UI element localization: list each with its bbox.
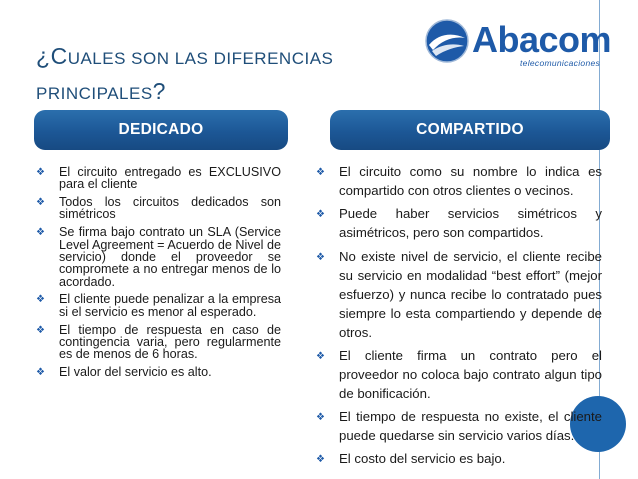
logo-subtitle: telecomunicaciones	[520, 58, 601, 68]
list-item	[316, 204, 602, 242]
list-item-text: Todos los circuitos dedicados son simétricos	[59, 195, 281, 222]
fleuron-bullet-icon: ❖	[36, 227, 45, 239]
list-item-text: El tiempo de respuesta no existe, el cliente puede quedarse sin servicio varios días.	[339, 409, 602, 444]
compartido-list	[316, 162, 602, 473]
list-item	[36, 293, 281, 318]
fleuron-bullet-icon: ❖	[36, 324, 45, 336]
abacom-logo	[424, 18, 614, 68]
fleuron-bullet-icon: ❖	[316, 167, 325, 178]
list-item	[36, 166, 281, 191]
fleuron-bullet-icon: ❖	[316, 209, 325, 221]
slide-title	[36, 40, 416, 110]
list-item	[36, 226, 281, 287]
dedicado-list	[36, 166, 281, 384]
title-line-1: UALES SON LAS DIFERENCIAS	[67, 49, 334, 68]
list-item	[316, 407, 602, 445]
list-item	[36, 324, 281, 361]
title-capital: C	[50, 43, 68, 69]
list-item-text: No existe nivel de servicio, el cliente recibe su servicio en modalidad “best effort” (mejor esfuerzo) y nunca recibe lo contratado pues siempre lo esta compartiendo y depende de otros.	[339, 248, 602, 340]
list-item	[316, 346, 602, 403]
list-item-text: El cliente firma un contrato pero el proveedor no coloca bajo contrato algun tipo de bonificación.	[339, 347, 602, 401]
fleuron-bullet-icon: ❖	[316, 350, 325, 362]
title-line-2: PRINCIPALES	[36, 84, 153, 103]
title-question-close: ?	[152, 78, 166, 104]
fleuron-bullet-icon: ❖	[36, 167, 45, 178]
list-item	[316, 247, 602, 342]
fleuron-bullet-icon: ❖	[316, 454, 325, 466]
list-item	[316, 449, 602, 468]
list-item-text: El tiempo de respuesta en caso de contingencia varia, pero regularmente es de menos de 6 horas.	[59, 322, 281, 362]
title-question-open: ¿	[36, 43, 51, 69]
swoosh-circle-icon	[424, 18, 470, 64]
fleuron-bullet-icon: ❖	[36, 294, 45, 306]
fleuron-bullet-icon: ❖	[316, 251, 325, 263]
list-item-text: Puede haber servicios simétricos y asimétricos, pero son compartidos.	[339, 206, 602, 241]
header-dedicado: DEDICADO	[34, 110, 288, 150]
list-item-text: El costo del servicio es bajo.	[339, 451, 506, 467]
list-item	[36, 196, 281, 221]
list-item-text: El circuito como su nombre lo indica es compartido con otros clientes o vecinos.	[339, 164, 602, 198]
list-item-text: Se firma bajo contrato un SLA (Service Level Agreement = Acuerdo de Nivel de servicio) donde el proveedor se compromete a no entregar menos de lo acordado.	[59, 225, 281, 289]
logo-brand-text: Abacom	[472, 19, 612, 60]
header-compartido: COMPARTIDO	[330, 110, 610, 150]
list-item	[36, 366, 281, 378]
list-item-text: El cliente puede penalizar a la empresa si el servicio es menor al esperado.	[59, 292, 281, 319]
list-item-text: El circuito entregado es EXCLUSIVO para el cliente	[59, 165, 281, 192]
fleuron-bullet-icon: ❖	[316, 412, 325, 424]
fleuron-bullet-icon: ❖	[36, 367, 45, 379]
fleuron-bullet-icon: ❖	[36, 197, 45, 209]
list-item	[316, 162, 602, 200]
list-item-text: El valor del servicio es alto.	[59, 365, 212, 380]
